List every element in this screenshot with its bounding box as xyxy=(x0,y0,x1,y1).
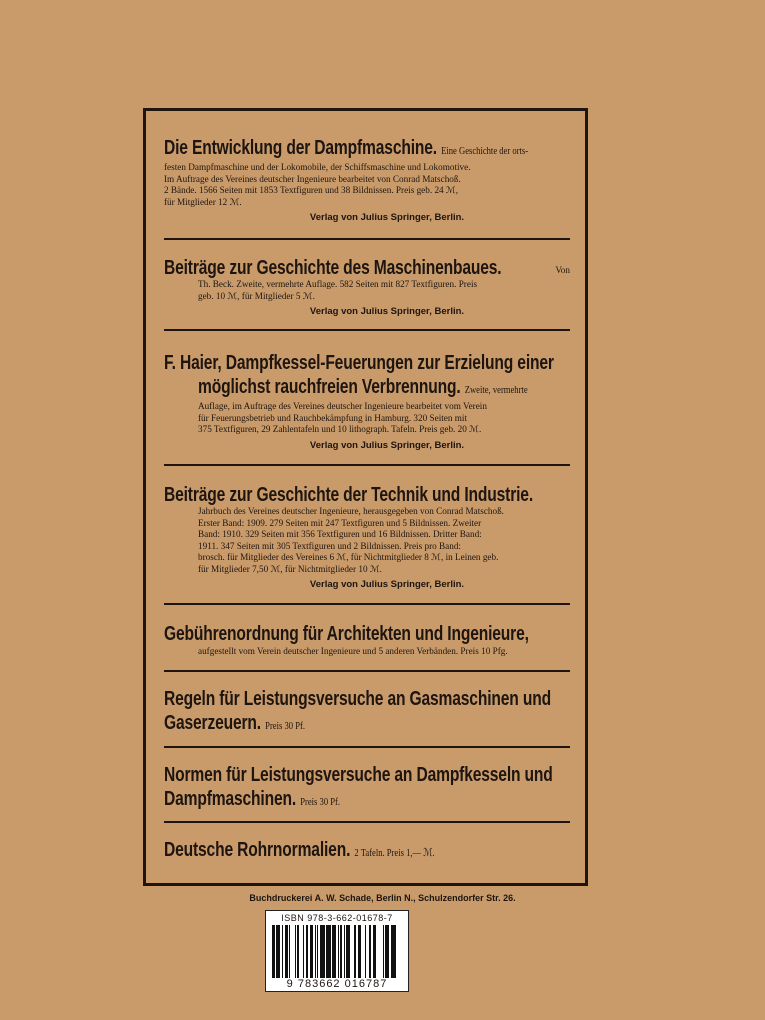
entry-title: Gebührenordnung für Architekten und Ingenieure, xyxy=(164,623,529,645)
barcode-bars xyxy=(272,925,402,983)
barcode-bar xyxy=(388,925,389,983)
entry-title-continued: Dampfmaschinen. Preis 30 Pf. xyxy=(164,788,341,810)
barcode-bar xyxy=(295,925,296,983)
barcode-bar xyxy=(360,925,361,983)
barcode-bar xyxy=(286,925,287,983)
divider xyxy=(164,821,570,823)
entry-gebuehrenordnung xyxy=(164,623,570,658)
ean-digits: 9 783662 016787 xyxy=(266,978,408,990)
barcode-bar xyxy=(344,925,345,983)
barcode-bar xyxy=(348,925,349,983)
barcode-bar xyxy=(273,925,275,983)
barcode-bar xyxy=(349,925,350,983)
barcode-bar xyxy=(393,925,394,983)
barcode-bar xyxy=(323,925,325,983)
barcode-bar xyxy=(272,925,273,983)
barcode-bar xyxy=(391,925,392,983)
entry-dampfmaschine xyxy=(164,137,570,223)
barcode-bar xyxy=(276,925,277,983)
entry-description: festen Dampfmaschine und der Lokomobile, der Schiffsmaschine und Lokomotive. Im Auftrage des Vereines deutscher Ingenieure bearbeitet von Conrad Matschoß. 2 Bände. 1566 Seiten mit 1853 Textfiguren und 38 Bildnissen. Preis geb. 24 ℳ, für Mitglieder 12 ℳ. xyxy=(164,162,471,207)
barcode-bar xyxy=(287,925,288,983)
entry-description: aufgestellt vom Verein deutscher Ingenieure und 5 anderen Verbänden. Preis 10 Pfg. xyxy=(198,646,508,656)
barcode-bar xyxy=(394,925,396,983)
entry-publisher: Verlag von Julius Springer, Berlin. xyxy=(309,439,465,451)
barcode-bar xyxy=(387,925,388,983)
barcode-bar xyxy=(338,925,339,983)
barcode-bar xyxy=(322,925,323,983)
entry-title-continued: Gaserzeuern. Preis 30 Pf. xyxy=(164,712,305,734)
entry-description: Th. Beck. Zweite, vermehrte Auflage. 582 Seiten mit 827 Textfiguren. Preis geb. 10 ℳ, für Mitglieder 5 ℳ. xyxy=(198,279,478,301)
barcode-bar xyxy=(358,925,360,983)
barcode-bar xyxy=(277,925,279,983)
barcode-bar xyxy=(392,925,393,983)
barcode-bar xyxy=(369,925,371,983)
barcode-bar xyxy=(279,925,280,983)
barcode-bar xyxy=(317,925,318,983)
barcode-bar xyxy=(333,925,334,983)
barcode-bar xyxy=(329,925,330,983)
entry-maschinenbaues xyxy=(164,257,570,317)
entry-publisher: Verlag von Julius Springer, Berlin. xyxy=(309,579,465,590)
divider xyxy=(164,238,570,240)
entry-description: Jahrbuch des Vereines deutscher Ingenieure, herausgegeben von Conrad Matschoß. Erster Band: 1909. 279 Seiten mit 247 Textfiguren und 5 Bildnissen. Zweiter Band: 1910. 329 Seiten mit 356 Textfiguren und 16 Bildnissen. Dritter Band: 1911. 347 Seiten mit 305 Textfiguren und 2 Bildnissen. Preis pro Band: brosch. für Mitglieder des Vereines 6 ℳ, für Nichtmitglieder 8 ℳ, in Leinen geb. für Mitglieder 7,50 ℳ, für Nichtmitglieder 10 ℳ. xyxy=(198,506,504,574)
entry-inline-note: Von xyxy=(555,265,570,275)
entry-title: Die Entwicklung der Dampfmaschine. Eine Geschichte der orts- xyxy=(164,137,529,159)
isbn-barcode xyxy=(265,910,409,992)
barcode-bar xyxy=(310,925,311,983)
entry-description: Auflage, im Auftrage des Vereines deutscher Ingenieure bearbeitet vom Verein für Feuerungsbetrieb und Rauchbekämpfung in Hamburg. 320 Seiten mit 375 Textfiguren, 29 Zahlentafeln und 10 lithograph. Tafeln. Preis geb. 20 ℳ. xyxy=(198,401,487,434)
entry-title: Regeln für Leistungsversuche an Gasmaschinen und xyxy=(164,688,551,710)
entry-publisher: Verlag von Julius Springer, Berlin. xyxy=(309,306,465,317)
barcode-bar xyxy=(383,925,384,983)
barcode-bar xyxy=(355,925,356,983)
barcode-bar xyxy=(365,925,366,983)
barcode-bar xyxy=(332,925,333,983)
printer-imprint: Buchdruckerei A. W. Schade, Berlin N., Schulzendorfer Str. 26. xyxy=(249,893,516,903)
isbn-text: ISBN 978-3-662-01678-7 xyxy=(281,913,393,923)
barcode-bar xyxy=(297,925,299,983)
entry-title: F. Haier, Dampfkessel-Feuerungen zur Erzielung einer xyxy=(164,352,554,374)
entry-publisher: Verlag von Julius Springer, Berlin. xyxy=(309,212,465,223)
divider xyxy=(164,464,570,466)
entry-title: Beiträge zur Geschichte der Technik und Industrie. xyxy=(164,484,534,506)
barcode-bar xyxy=(306,925,308,983)
barcode-bar xyxy=(375,925,376,983)
entry-dampfkessel xyxy=(164,352,570,451)
barcode-bar xyxy=(354,925,355,983)
barcode-bar xyxy=(328,925,329,983)
barcode-bar xyxy=(385,925,386,983)
entry-rohrnormalien xyxy=(164,839,570,864)
entry-technik-industrie xyxy=(164,484,570,590)
barcode-bar xyxy=(289,925,290,983)
entry-title: Normen für Leistungsversuche an Dampfkesseln und xyxy=(164,764,553,786)
barcode-bar xyxy=(373,925,375,983)
entry-title-continued: möglichst rauchfreien Verbrennung. Zweite, vermehrte xyxy=(198,376,528,398)
entry-title: Beiträge zur Geschichte des Maschinenbaues. xyxy=(164,257,502,279)
barcode-bar xyxy=(320,925,322,983)
barcode-bar xyxy=(311,925,313,983)
barcode-bar xyxy=(346,925,348,983)
divider xyxy=(164,329,570,331)
entry-title: Deutsche Rohrnormalien. 2 Tafeln. Preis 1,— ℳ. xyxy=(164,839,435,861)
barcode-bar xyxy=(303,925,304,983)
barcode-bar xyxy=(340,925,342,983)
barcode-bar xyxy=(326,925,328,983)
divider xyxy=(164,670,570,672)
divider xyxy=(164,603,570,605)
barcode-bar xyxy=(386,925,387,983)
entry-gasmaschinen xyxy=(164,688,570,737)
barcode-bar xyxy=(285,925,286,983)
barcode-bar xyxy=(334,925,336,983)
barcode-bar xyxy=(315,925,316,983)
entry-dampfkesseln xyxy=(164,764,570,813)
divider xyxy=(164,746,570,748)
advertisement-frame xyxy=(143,108,588,886)
barcode-bar xyxy=(330,925,331,983)
barcode-bar xyxy=(282,925,283,983)
